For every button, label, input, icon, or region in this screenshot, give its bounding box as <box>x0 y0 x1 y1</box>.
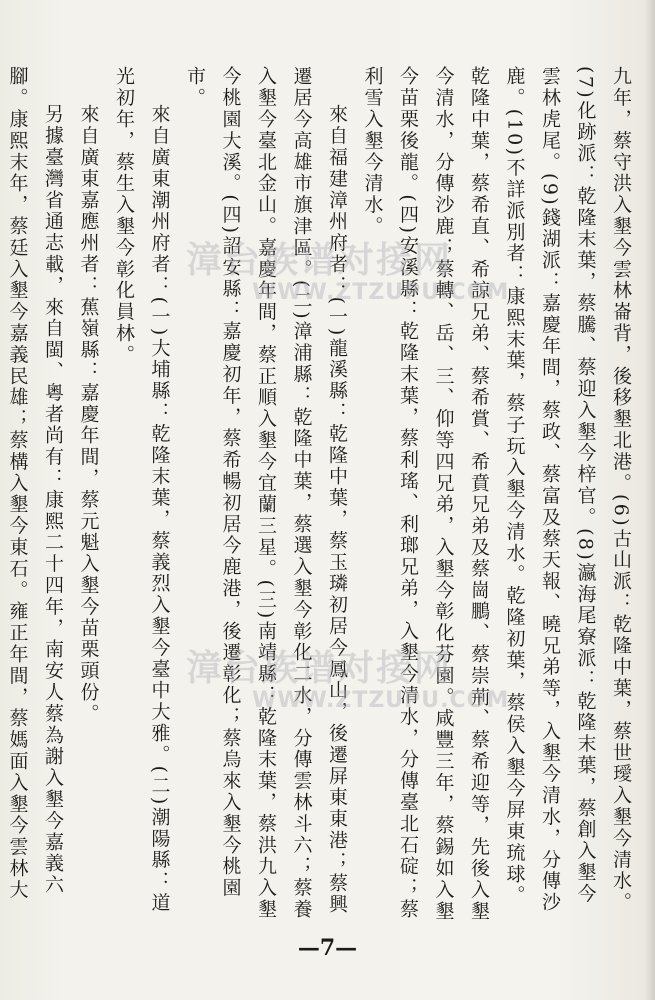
paragraph-5: 另據臺灣省通志載，來自閩、粵者尚有：康熙二十四年，南安人蔡為謝入墾今嘉義六腳。康熙末年，蔡廷入墾今嘉義民雄；蔡構入墾今東石。雍正年間，蔡媽面入墾今雲林大 <box>6 66 64 901</box>
watermark-url-lower: WWW.ZTZUPU.COM <box>252 688 510 713</box>
paragraph-1: 九年，蔡守洪入墾今雲林崙背，後移墾北港。(6)古山派：乾隆中葉，蔡世璦入墾今清水。(7)化跡派：乾隆末葉，蔡騰、蔡迎入墾今梓官。(8)瀛海尾寮派：乾隆末葉，蔡創入墾今雲林虎尾。(9)錢湖派：嘉慶年間，蔡政、蔡富及蔡天報、曉兄弟等，入墾今清水，分傳沙鹿。(10)不詳派別者：康熙末葉，蔡子玩入墾今清水。乾隆初葉，蔡侯入墾今屏東琉球。乾隆中葉，蔡希直、希諒兄弟、蔡希賞、希賁兄弟及蔡崗鵬、蔡崇荊、蔡希迎等，先後入墾今清水，分傳沙鹿；蔡轉、岳、三、仰等四兄弟，入墾今彰化芬園。咸豐三年，蔡錫如入墾今苗栗後龍。(四)安溪縣：乾隆末葉，蔡利瑤、利瑯兄弟，入墾今清水，分傳臺北石碇；蔡利雪入墾今清水。 <box>361 66 632 922</box>
body-text <box>6 66 638 926</box>
watermark-text-upper: 漳台族谱对接网 <box>186 240 453 281</box>
page-number: —7— <box>297 935 358 961</box>
paragraph-2: 來自福建漳州府者：(一)龍溪縣：乾隆中葉，蔡玉璘初居今鳳山，後遷屏東東港；蔡興遷居今高雄市旗津區。(二)漳浦縣：乾隆中葉，蔡選入墾今彰化二水，分傳雲林斗六；蔡養入墾今臺北金山。嘉慶年間，蔡正順入墾今宜蘭三星。(三)南靖縣：乾隆末葉，蔡洪九入墾今桃園大溪。(四)詔安縣：嘉慶初年，蔡希暢初居今鹿港，後遷彰化；蔡烏來入墾今桃園市。 <box>184 66 348 921</box>
watermark-text-lower: 漳台族谱对接网 <box>186 648 453 689</box>
watermark-url-upper: WWW.ZTZUPU.COM <box>252 280 510 305</box>
page-edge-shadow <box>645 0 655 1000</box>
paragraph-4: 來自廣東嘉應州者：蕉嶺縣：嘉慶年間，蔡元魁入墾今苗栗頭份。 <box>77 104 100 725</box>
paragraph-3: 來自廣東潮州府者：(一)大埔縣：乾隆末葉，蔡義烈入墾今臺中大雅。(二)潮陽縣：道光初年，蔡生入墾今彰化員林。 <box>113 66 171 914</box>
